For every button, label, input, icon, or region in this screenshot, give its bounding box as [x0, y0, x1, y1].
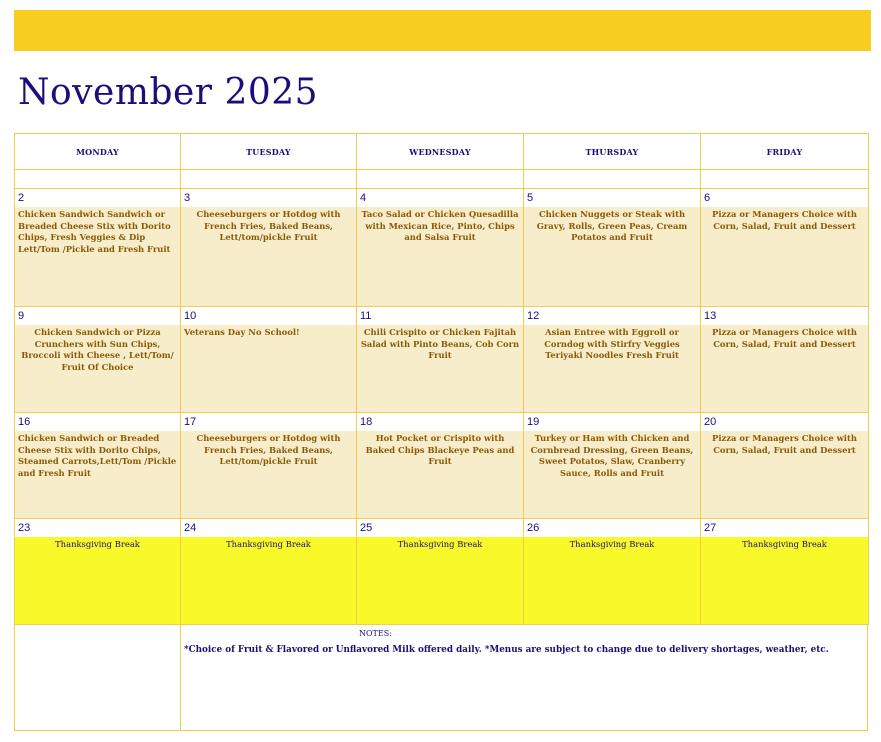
menu-text: Turkey or Ham with Chicken and Cornbread Dressing, Green Beans, Sweet Potatos, Slaw, Cranberry Sauce, Rolls and Fruit: [530, 433, 694, 478]
notes-row: [15, 625, 869, 731]
day-number: 13: [701, 307, 868, 325]
notes-label: NOTES:: [359, 629, 392, 638]
day-number: 18: [357, 413, 523, 431]
day-cell: [524, 307, 701, 413]
menu-text: Thanksgiving Break: [55, 539, 140, 549]
day-cell: [15, 189, 181, 307]
menu-text: Chicken Nuggets or Steak with Gravy, Rolls, Green Peas, Cream Potatos and Fruit: [536, 209, 688, 243]
day-cell: [15, 413, 181, 519]
menu-text: Veterans Day No School!: [184, 327, 300, 337]
day-cell: [181, 307, 357, 413]
day-cell: [357, 307, 524, 413]
day-cell: [701, 307, 869, 413]
menu-text: Chicken Sandwich Sandwich or Breaded Cheese Stix with Dorito Chips, Fresh Veggies & Dip Lett/Tom /Pickle and Fresh Fruit: [18, 209, 171, 254]
day-number: 23: [15, 519, 180, 537]
spacer-cell: [701, 170, 869, 189]
menu-text: Pizza or Managers Choice with Corn, Salad, Fruit and Dessert: [712, 327, 857, 349]
day-cell: [15, 307, 181, 413]
day-cell: [181, 519, 357, 625]
menu-text: Chili Crispito or Chicken Fajitah Salad with Pinto Beans, Cob Corn Fruit: [360, 327, 520, 361]
day-number: 27: [701, 519, 868, 537]
menu-text: Hot Pocket or Crispito with Baked Chips Blackeye Peas and Fruit: [365, 433, 515, 467]
day-number: 11: [357, 307, 523, 325]
menu-text: Chicken Sandwich or Pizza Crunchers with Sun Chips, Broccoli with Cheese , Lett/Tom/ Fruit Of Choice: [21, 327, 174, 372]
day-number: 20: [701, 413, 868, 431]
day-number: 9: [15, 307, 180, 325]
day-number: 5: [524, 189, 700, 207]
day-cell: [701, 189, 869, 307]
weekday-wednesday: WEDNESDAY: [357, 134, 524, 170]
menu-text: Thanksgiving Break: [569, 539, 655, 549]
menu-text: Thanksgiving Break: [226, 539, 311, 549]
day-number: 16: [15, 413, 180, 431]
day-number: 19: [524, 413, 700, 431]
menu-text: Taco Salad or Chicken Quesadilla with Mexican Rice, Pinto, Chips and Salsa Fruit: [361, 209, 519, 243]
day-cell: [524, 189, 701, 307]
menu-text: Asian Entree with Eggroll or Corndog with Stirfry Veggies Teriyaki Noodles Fresh Fruit: [544, 327, 680, 361]
day-cell: [357, 519, 524, 625]
spacer-cell: [524, 170, 701, 189]
day-cell: [357, 413, 524, 519]
menu-text: Thanksgiving Break: [742, 539, 827, 549]
weekday-thursday: THURSDAY: [524, 134, 701, 170]
week-row: [15, 189, 869, 307]
spacer-cell: [15, 170, 181, 189]
day-cell: [524, 519, 701, 625]
day-number: 24: [181, 519, 356, 537]
day-number: 6: [701, 189, 868, 207]
week-row: [15, 307, 869, 413]
calendar-grid: [14, 133, 869, 731]
day-number: 10: [181, 307, 356, 325]
menu-text: Chicken Sandwich or Breaded Cheese Stix with Dorito Chips, Steamed Carrots,Lett/Tom /Pickle and Fresh Fruit: [18, 433, 177, 478]
day-number: 3: [181, 189, 356, 207]
day-cell: [181, 189, 357, 307]
day-number: 4: [357, 189, 523, 207]
day-cell: [357, 189, 524, 307]
menu-text: Cheeseburgers or Hotdog with French Fries, Baked Beans, Lett/tom/pickle Fruit: [196, 433, 341, 467]
day-number: 2: [15, 189, 180, 207]
spacer-cell: [357, 170, 524, 189]
day-cell: [524, 413, 701, 519]
weekday-tuesday: TUESDAY: [181, 134, 357, 170]
menu-text: Pizza or Managers Choice with Corn, Salad, Fruit and Dessert: [712, 209, 857, 231]
spacer-row: [15, 170, 869, 189]
day-number: 26: [524, 519, 700, 537]
day-number: 17: [181, 413, 356, 431]
menu-text: Thanksgiving Break: [397, 539, 483, 549]
menu-text: Pizza or Managers Choice with Corn, Salad, Fruit and Dessert: [712, 433, 857, 455]
day-cell: [181, 413, 357, 519]
week-row: [15, 413, 869, 519]
notes-text: *Choice of Fruit & Flavored or Unflavored Milk offered daily. *Menus are subject to change due to delivery shortages, weather, etc.: [184, 645, 829, 655]
day-cell: [701, 519, 869, 625]
spacer-cell: [181, 170, 357, 189]
day-cell: [15, 519, 181, 625]
notes-cell: [181, 625, 868, 731]
weekday-header-row: [15, 134, 869, 170]
day-cell: [701, 413, 869, 519]
day-number: 12: [524, 307, 700, 325]
empty-cell: [15, 625, 181, 731]
menu-text: Cheeseburgers or Hotdog with French Fries, Baked Beans, Lett/tom/pickle Fruit: [196, 209, 341, 243]
header-accent-bar: [14, 10, 871, 51]
page-title: November 2025: [18, 72, 319, 113]
weekday-monday: MONDAY: [15, 134, 181, 170]
weekday-friday: FRIDAY: [701, 134, 869, 170]
day-number: 25: [357, 519, 523, 537]
week-row: [15, 519, 869, 625]
